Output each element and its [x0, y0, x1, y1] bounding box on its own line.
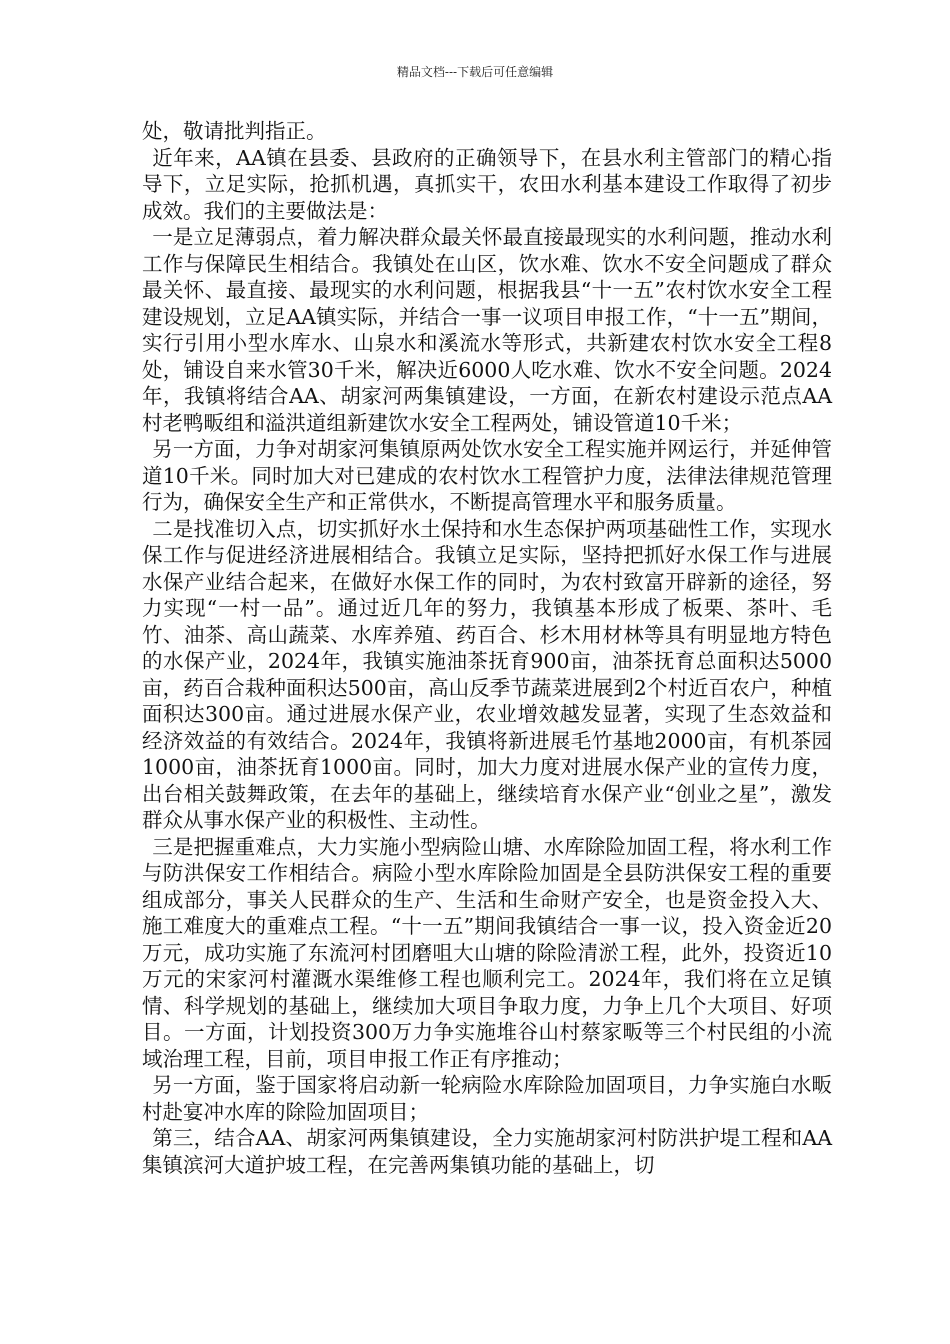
paragraph-8: 第三，结合AA、胡家河两集镇建设，全力实施胡家河村防洪护堤工程和AA集镇滨河大道护坡工程，在完善两集镇功能的基础上，切: [142, 1126, 832, 1177]
paragraph-4: 另一方面，力争对胡家河集镇原两处饮水安全工程实施并网运行，并延伸管道10千米。同时加大对已建成的农村饮水工程管护力度，法律法律规范管理行为，确保安全生产和正常供水，不断提高管理水平和服务质量。: [142, 437, 832, 514]
paragraph-6: 三是把握重难点，大力实施小型病险山塘、水库除险加固工程，将水利工作与防洪保安工作相结合。病险小型水库除险加固是全县防洪保安工程的重要组成部分，事关人民群众的生产、生活和生命财产安全，也是资金投入大、施工难度大的重难点工程。“十一五”期间我镇结合一事一议，投入资金近20万元，成功实施了东流河村团磨咀大山塘的除险清淤工程，此外，投资近10万元的宋家河村灌溉水渠维修工程也顺利完工。2024年，我们将在立足镇情、科学规划的基础上，继续加大项目争取力度，力争上几个大项目、好项目。一方面，计划投资300万力争实施堆谷山村蔡家畈等三个村民组的小流域治理工程，目前，项目申报工作正有序推动；: [142, 834, 832, 1071]
paragraph-2: 近年来，AA镇在县委、县政府的正确领导下，在县水利主管部门的精心指导下，立足实际，抢抓机遇，真抓实干，农田水利基本建设工作取得了初步成效。我们的主要做法是：: [142, 145, 832, 223]
document-body: [142, 118, 832, 1178]
page-header: 精品文档---下载后可任意编辑: [396, 65, 554, 79]
paragraph-5: 二是找准切入点，切实抓好水土保持和水生态保护两项基础性工作，实现水保工作与促进经济进展相结合。我镇立足实际，坚持把抓好水保工作与进展水保产业结合起来，在做好水保工作的同时，为农村致富开辟新的途径，努力实现“一村一品”。通过近几年的努力，我镇基本形成了板栗、茶叶、毛竹、油茶、高山蔬菜、水库养殖、药百合、杉木用材林等具有明显地方特色的水保产业，2024年，我镇实施油茶抚育900亩，油茶抚育总面积达5000亩，药百合栽种面积达500亩，高山反季节蔬菜进展到2个村近百农户，种植面积达300亩。通过进展水保产业，农业增效越发显著，实现了生态效益和经济效益的有效结合。2024年，我镇将新进展毛竹基地2000亩，有机茶园1000亩，油茶抚育1000亩。同时，加大力度对进展水保产业的宣传力度，出台相关鼓舞政策，在去年的基础上，继续培育水保产业“创业之星”，激发群众从事水保产业的积极性、主动性。: [142, 516, 832, 832]
paragraph-7: 另一方面，鉴于国家将启动新一轮病险水库除险加固项目，力争实施白水畈村赴宴冲水库的除险加固项目；: [142, 1073, 832, 1124]
paragraph-3: 一是立足薄弱点，着力解决群众最关怀最直接最现实的水利问题，推动水利工作与保障民生相结合。我镇处在山区，饮水难、饮水不安全问题成了群众最关怀、最直接、最现实的水利问题，根据我县“十一五”农村饮水安全工程建设规划，立足AA镇实际，并结合一事一议项目申报工作，“十一五”期间，实行引用小型水库水、山泉水和溪流水等形式，共新建农村饮水安全工程8处，铺设自来水管30千米，解决近6000人吃水难、饮水不安全问题。2024年，我镇将结合AA、胡家河两集镇建设，一方面，在新农村建设示范点AA村老鸭畈组和溢洪道组新建饮水安全工程两处，铺设管道10千米；: [142, 225, 832, 435]
paragraph-1: 处，敬请批判指正。: [142, 119, 327, 143]
